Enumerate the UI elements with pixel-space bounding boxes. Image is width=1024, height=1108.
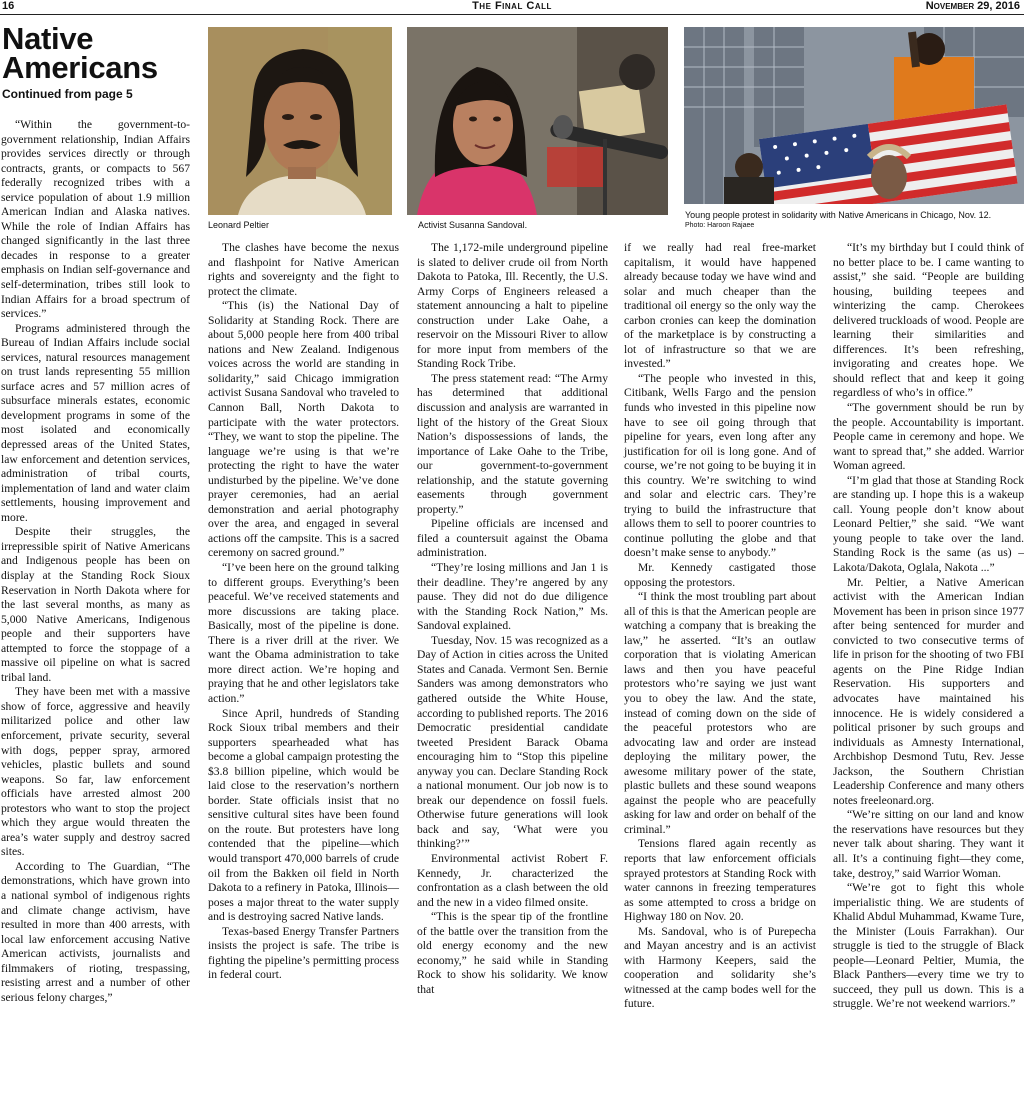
paragraph: “I think the most troubling part about all of this is that the American people are watching a company that is breaking the law,” he asserted. “It’s an outlaw corporation that is violating American laws and then you have peaceful protestors who’re saying we just want you to obey the law. And the state, instead of coming down on the side of the peaceful protestors who are advocating law and order are instead deploying the military power, the awesome military power of the state, plastic bullets and these sound weapons against the people who are peacefully asking for law and order on behalf of the criminal.” xyxy=(624,590,816,836)
article-headline: Native Americans xyxy=(2,21,158,85)
paragraph: The clashes have become the nexus and flashpoint for Native American rights and sovereignty and the fight to protect the climate. xyxy=(208,241,399,298)
paragraph: “We’re got to fight this whole imperialistic thing. We are students of Khalid Abdul Muhammad, Kwame Ture, the Minister (Louis Farrakhan). Our struggle is tied to the struggle of Black people—Leonard Peltier, Mumia, the Black Panthers—every time we try to succeed, they pull us down. This is a struggle. We’re not weekend warriors.” xyxy=(833,881,1024,1011)
paragraph: Mr. Peltier, a Native American activist with the American Indian Movement has been in prison since 1977 after being sentenced for murder and convicted to two consecutive terms of life in prison for the shooting of two FBI agents on the Pine Ridge Indian Reservation. His supporters and advocates have maintained his innocence. He is widely considered a political prisoner by such groups and individuals as Amnesty International, Archbishop Desmond Tutu, Rev. Jesse Jackson, the Southern Christian Leadership Conference and many others notes freeleonard.org. xyxy=(833,575,1024,807)
paragraph: Despite their struggles, the irrepressible spirit of Native Americans and Indigenous people has been on display at the Standing Rock Sioux Reservation in North Dakota where for the last several months, as many as 5,000 Native Americans, Indigenous people and their supporters have attempted to force the stoppage of a massive oil pipeline on what is sacred tribal land. xyxy=(1,525,190,684)
photo-caption-protest xyxy=(685,210,1024,230)
paragraph: The press statement read: “The Army has determined that additional discussion and analysis are warranted in light of the history of the Great Sioux Nation’s dispossessions of lands, the importance of Lake Oahe to the Tribe, our government-to-government relationship, and the statute governing easements through government property.” xyxy=(417,371,608,516)
paragraph: Mr. Kennedy castigated those opposing the protestors. xyxy=(624,561,816,589)
paragraph: Environmental activist Robert F. Kennedy, Jr. characterized the confrontation as a clash between the old and the new in a video filmed onsite. xyxy=(417,851,608,909)
paragraph: “This is the spear tip of the frontline of the battle over the transition from the old energy economy and the new economy,” he said while in Standing Rock to show his solidarity. We know that xyxy=(417,910,608,996)
paragraph: “I’m glad that those at Standing Rock are standing up. I hope this is a wakeup call. Young people don’t know about Leonard Peltier,” she said. “We want young people to take over the land. Standing Rock is the same (as us) – Lakota/Dakota, Oglala, Nakota ...” xyxy=(833,473,1024,575)
paragraph: “It’s my birthday but I could think of no better place to be. I came wanting to assist,” she said. “People are building housing, building teepees and winterizing the camp. Cherokees delivered truckloads of wood. People are learning their similarities and differences. It’s been refreshing, invigorating and creates hope. We should reflect that and keep it going regardless of who’s in office.” xyxy=(833,241,1024,400)
photo-susanna-sandoval xyxy=(407,27,668,215)
protest-caption-text: Young people protest in solidarity with Native Americans in Chicago, Nov. 12. xyxy=(685,210,992,220)
article-column-1 xyxy=(1,118,190,1005)
photo-chicago-protest xyxy=(684,27,1024,204)
article-column-5 xyxy=(833,241,1024,1012)
continued-from: Continued from page 5 xyxy=(2,87,133,101)
paragraph: if we really had real free-market capitalism, it would have happened already because today we have wind and solar and much cheaper than the traditional oil energy so the only way the carbon cronies can keep the domination of the marketplace is by constructing a lot of infrastructure so that we are invested.” xyxy=(624,241,816,371)
paragraph: “They’re losing millions and Jan 1 is their deadline. They’re angered by any pause. They did not do due diligence with the Standing Rock Nation,” Ms. Sandoval explained. xyxy=(417,561,608,633)
paragraph: They have been met with a massive show of force, aggressive and heavily militarized police and other law enforcement, private security, several with dogs, pepper spray, armored vehicles, plastic bullets and sound weapons. So far, law enforcement officials have arrested almost 200 protestors who want to stop the project which they argue would threaten the area’s water supply and destroy sacred sites. xyxy=(1,685,190,859)
publication-name: The Final Call xyxy=(472,0,552,12)
paragraph: “We’re sitting on our land and know the reservations have resources but they never talk about sharing. They want it all. It’s a continuing fight—they come, take, destroy,” said Warrior Woman. xyxy=(833,808,1024,880)
paragraph: Since April, hundreds of Standing Rock Sioux tribal members and their supporters spearheaded what has become a global campaign protesting the $3.8 billion pipeline, which would be laid close to the reservation’s northern border. State officials insist that no sensitive cultural sites have been found on the route. But protesters have long contended that the pipeline—which would transport 470,000 barrels of crude oil from the Bakken oil field in North Dakota to a refinery in Patoka, Illinois—poses a major threat to the water supply and is destroying sacred Native lands. xyxy=(208,706,399,924)
page-header xyxy=(0,0,1024,15)
paragraph: “The government should be run by the people. Accountability is important. People came in ceremony and hope. We want to spread that,” she added. Warrior Woman agreed. xyxy=(833,401,1024,473)
paragraph: “This (is) the National Day of Solidarity at Standing Rock. There are about 5,000 people here from 400 tribal nations and New Zealand. Indigenous voices across the world are standing in solidarity,” said Chicago immigration activist Susana Sandoval who traveled to Cannon Ball, North Dakota to participate with the water protectors. “They, we want to stop the pipeline. The language we’re using is that we’re protecting the right to have the water undisturbed by the pipeline. We’ve done prayer ceremonies, had an aerial demonstration and aerial photography over the area, and engaged in several actions off the campsite. This is a sacred ceremony on sacred ground.” xyxy=(208,299,399,560)
paragraph: “I’ve been here on the ground talking to different groups. Everything’s been peaceful. We’ve received statements and more discussions are taking place. Basically, most of the pipeline is done. There is a river drill at the river. We want the Obama administration to take more direct action. We’re hoping and praying that he and other legislators take action.” xyxy=(208,561,399,705)
paragraph: Tensions flared again recently as reports that law enforcement officials sprayed protestors at Standing Rock with water cannons in freezing temperatures as some attempted to cross a bridge on Highway 180 on Nov. 20. xyxy=(624,837,816,924)
article-column-4 xyxy=(624,241,816,1012)
paragraph: “The people who invested in this, Citibank, Wells Fargo and the pension funds who invested in this pipeline now have to see oil going through that pipeline for years, even long after any justification for oil is long gone. And of course, we’re not going to be buying it in this country. We’re switching to wind and solar and electric cars. They’re trying to build the infrastructure that allows them to sell to poorer countries to continue polluting the globe and that doesn’t make sense to anybody.” xyxy=(624,371,816,560)
photo-credit: Photo: Haroon Rajaee xyxy=(685,222,755,229)
paragraph: Programs administered through the Bureau of Indian Affairs include social services, natural resources management on trust lands representing 55 million surface acres and 57 million acres of subsurface minerals estates, economic development programs in some of the most isolated and economically depressed areas of the United States, law enforcement and detention services, administration of tribal courts, implementation of land and water claim settlements, housing improvement and more. xyxy=(1,321,190,524)
paragraph: Tuesday, Nov. 15 was recognized as a Day of Action in cities across the United States and Canada. Vermont Sen. Bernie Sanders was among demonstrators who gathered outside the White House, according to published reports. The 2016 Democratic presidential candidate tweeted President Barack Obama encouraging him to “Stop this pipeline anyway you can. Declare Standing Rock a national monument. Our job now is to break our dependence on fossil fuels. Otherwise future generations will look back and say, ‘What were you thinking?’” xyxy=(417,633,608,851)
paragraph: Pipeline officials are incensed and filed a countersuit against the Obama administration. xyxy=(417,517,608,560)
paragraph: The 1,172-mile underground pipeline is slated to deliver crude oil from North Dakota to Patoka, Ill. Recently, the U.S. Army Corps of Engineers released a statement announcing a halt to pipeline construction under Lake Oahe, a reservoir on the Missouri River to allow for more input from members of the Standing Rock Tribe. xyxy=(417,241,608,371)
photo-caption-peltier: Leonard Peltier xyxy=(208,220,270,230)
paragraph: According to The Guardian, “The demonstrations, which have grown into a national symbol of indigenous rights and climate change activism, have resulted in more than 400 arrests, with local law enforcement accusing Native American activists, journalists and filmmakers of rioting, trespassing, resisting arrest and a number of other serious felony charges,” xyxy=(1,859,190,1004)
issue-date: November 29, 2016 xyxy=(925,0,1020,12)
photo-leonard-peltier xyxy=(208,27,392,215)
page-number: 16 xyxy=(2,0,15,12)
article-column-2 xyxy=(208,241,399,983)
article-column-3 xyxy=(417,241,608,997)
paragraph: Texas-based Energy Transfer Partners insists the project is safe. The tribe is fighting the pipeline’s permitting process in federal court. xyxy=(208,924,399,982)
paragraph: Ms. Sandoval, who is of Purepecha and Mayan ancestry and is an activist with Harmony Keepers, said the cooperation and solidarity she’s witnessed at the camp bodes well for the future. xyxy=(624,924,816,1011)
photo-caption-sandoval: Activist Susanna Sandoval. xyxy=(418,220,528,230)
paragraph: “Within the government-to-government relationship, Indian Affairs provides services directly or through contracts, grants, or compacts to 567 federally recognized tribes with a service population of about 1.9 million American Indian and Alaska natives. While the role of Indian Affairs has changed significantly in the last three decades in response to a greater emphasis on Indian self-governance and self-determination, tribes still look to Indian Affairs for a broad spectrum of services.” xyxy=(1,118,190,321)
